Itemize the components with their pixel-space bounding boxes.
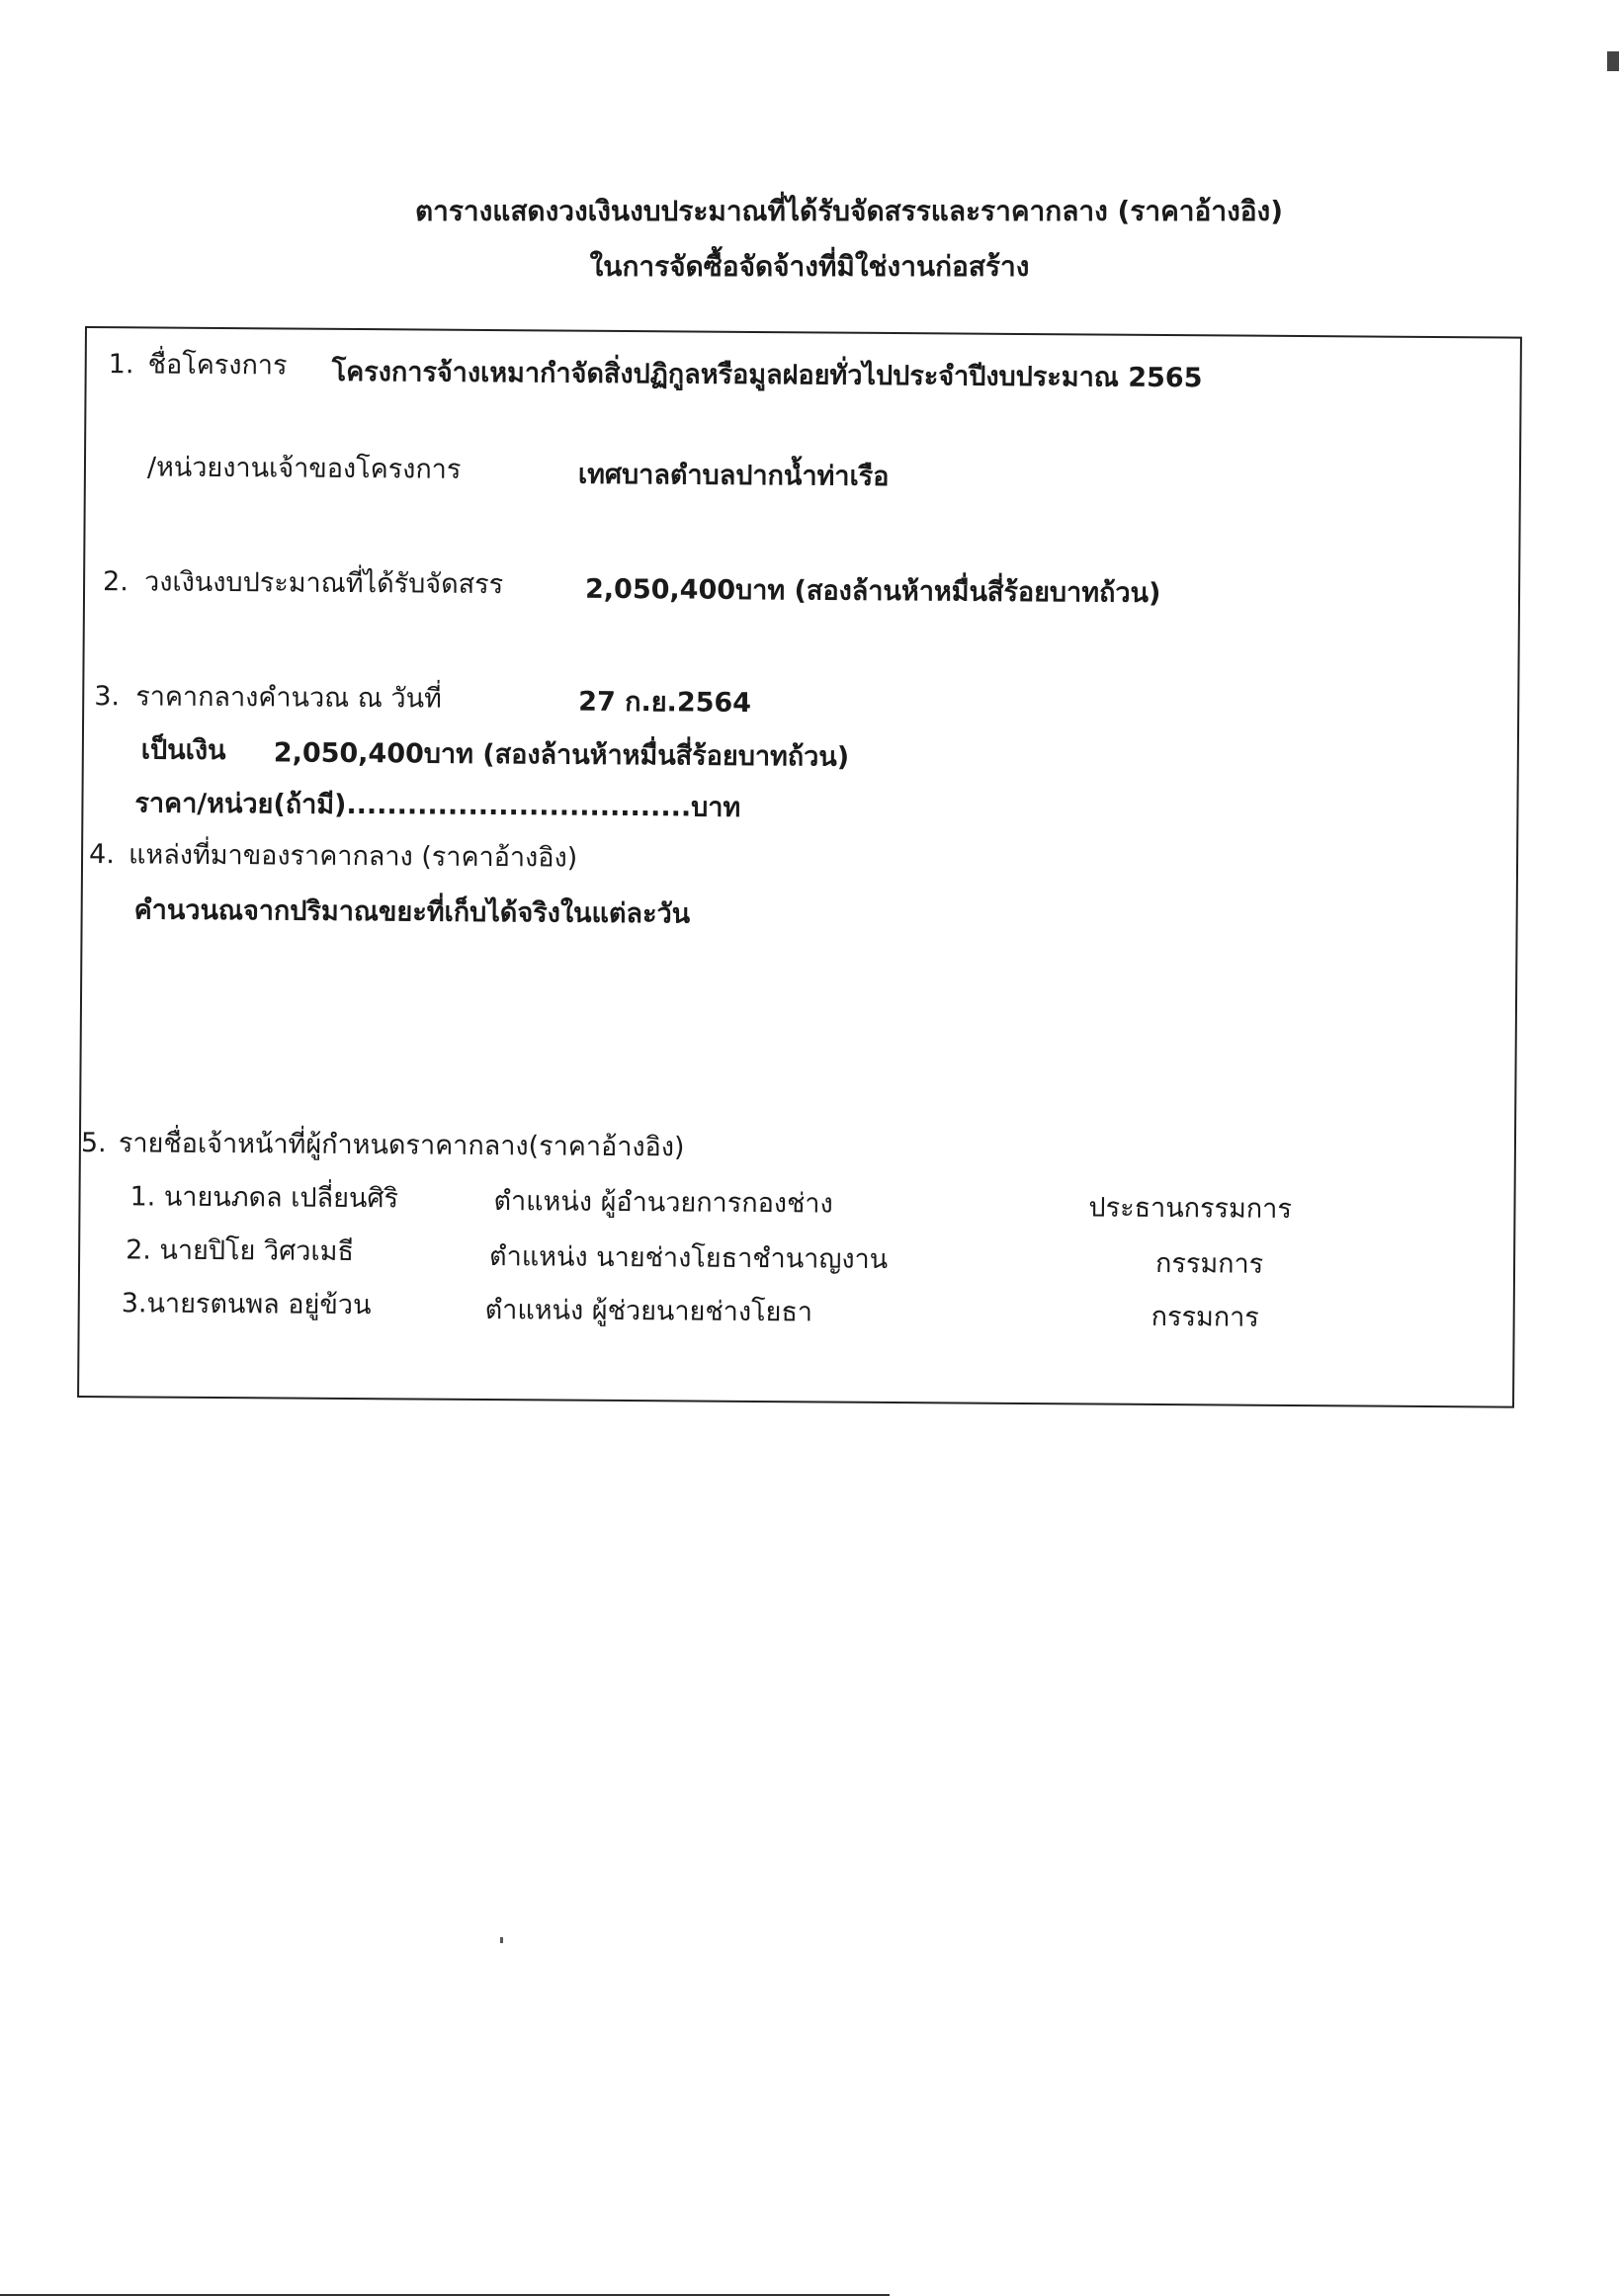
member1-position: ตำแหน่ง ผู้อำนวยการกองช่าง xyxy=(493,1186,833,1220)
form-box xyxy=(77,326,1522,1408)
item2-label: วงเงินงบประมาณที่ได้รับจัดสรร xyxy=(143,566,504,601)
item1-project-name: โครงการจ้างเหมากำจัดสิ่งปฏิกูลหรือมูลฝอยทั่วไปประจำปีงบประมาณ 2565 xyxy=(331,356,1203,394)
item2-budget-value: 2,050,400บาท (สองล้านห้าหมื่นสี่ร้อยบาทถ้วน) xyxy=(584,573,1161,609)
item3-unit-price: ราคา/หน่วย(ถ้ามี)..................................บาท xyxy=(134,788,741,823)
item1-owner-label: /หน่วยงานเจ้าของโครงการ xyxy=(146,452,462,485)
item5-number: 5. xyxy=(80,1127,107,1159)
member3-role: กรรมการ xyxy=(1150,1301,1259,1333)
item1-owner-value: เทศบาลตำบลปากน้ำท่าเรือ xyxy=(577,459,890,492)
item4-source-value: คำนวนณจากปริมาณขยะที่เก็บได้จริงในแต่ละวัน xyxy=(133,894,691,930)
item3-number: 3. xyxy=(94,681,121,713)
document-title: ตารางแสดงวงเงินงบประมาณที่ได้รับจัดสรรและราคากลาง (ราคาอ้างอิง) xyxy=(414,195,1284,227)
item3-amount-label: เป็นเงิน xyxy=(140,734,226,767)
member2-name: 2. นายปิโย วิศวเมธี xyxy=(126,1234,355,1268)
item1-label: ชื่อโครงการ xyxy=(147,349,288,382)
item5-label: รายชื่อเจ้าหน้าที่ผู้กำหนดราคากลาง(ราคาอ้างอิง) xyxy=(118,1128,685,1163)
item4-number: 4. xyxy=(88,839,115,871)
scan-edge-mark xyxy=(1607,51,1619,71)
item3-label: ราคากลางคำนวณ ณ วันที่ xyxy=(135,681,443,715)
scan-speck xyxy=(500,1937,503,1943)
member3-position: ตำแหน่ง ผู้ช่วยนายช่างโยธา xyxy=(484,1294,813,1328)
item3-amount-value: 2,050,400บาท (สองล้านห้าหมื่นสี่ร้อยบาทถ้วน) xyxy=(273,737,850,773)
item1-number: 1. xyxy=(108,349,134,381)
member1-role: ประธานกรรมการ xyxy=(1088,1192,1293,1225)
item4-label: แหล่งที่มาของราคากลาง (ราคาอ้างอิง) xyxy=(128,839,578,874)
document-subtitle: ในการจัดซื้อจัดจ้างที่มิใช่งานก่อสร้าง xyxy=(589,250,1030,283)
member1-name: 1. นายนภดล เปลี่ยนศิริ xyxy=(129,1181,399,1215)
item2-number: 2. xyxy=(102,566,128,598)
member2-role: กรรมการ xyxy=(1154,1247,1264,1280)
member2-position: ตำแหน่ง นายช่างโยธาชำนาญงาน xyxy=(488,1241,889,1275)
item3-date: 27 ก.ย.2564 xyxy=(578,686,752,719)
member3-name: 3.นายรตนพล อยู่ข้วน xyxy=(121,1288,372,1321)
